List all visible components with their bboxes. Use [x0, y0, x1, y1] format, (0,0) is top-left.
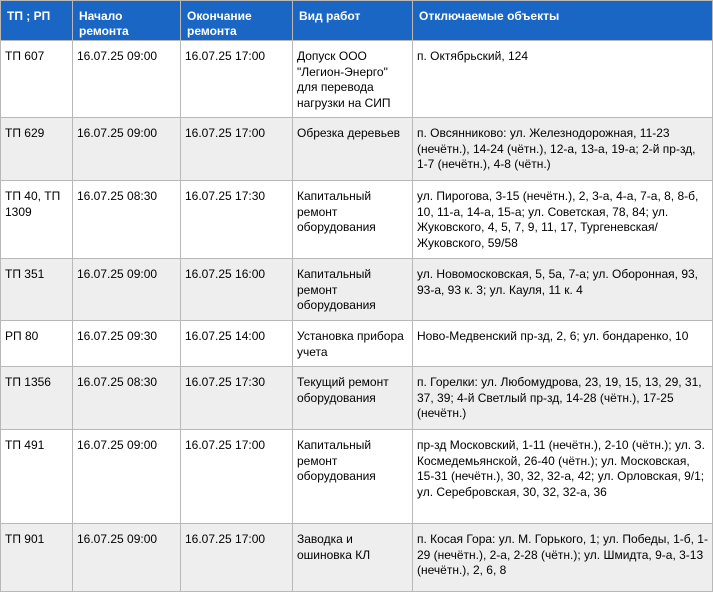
cell-start: 16.07.25 08:30 — [73, 181, 181, 259]
header-row — [1, 1, 713, 41]
cell-end: 16.07.25 17:30 — [181, 181, 293, 259]
cell-start: 16.07.25 09:00 — [73, 41, 181, 118]
cell-objects: Ново-Медвенский пр-зд, 2, 6; ул. бондаренко, 10 — [413, 321, 713, 367]
cell-objects: п. Косая Гора: ул. М. Горького, 1; ул. Победы, 1-б, 1-29 (нечётн.), 2-а, 2-28 (чётн.); ул. Шмидта, 9-а, 3-13 (нечётн.), 2, 6, 8 — [413, 524, 713, 592]
cell-end: 16.07.25 14:00 — [181, 321, 293, 367]
cell-objects: п. Горелки: ул. Любомудрова, 23, 19, 15, 13, 29, 31, 37, 39; 4-й Светлый пр-зд, 14-28 (чётн.), 17-25 (нечётн.) — [413, 367, 713, 430]
cell-work: Текущий ремонт оборудования — [293, 367, 413, 430]
table-row — [1, 524, 713, 592]
cell-end: 16.07.25 16:00 — [181, 259, 293, 321]
cell-end: 16.07.25 17:00 — [181, 524, 293, 592]
table-row — [1, 367, 713, 430]
cell-tp: ТП 1356 — [1, 367, 73, 430]
cell-end: 16.07.25 17:30 — [181, 367, 293, 430]
cell-end: 16.07.25 17:00 — [181, 41, 293, 118]
cell-end: 16.07.25 17:00 — [181, 118, 293, 181]
table-row — [1, 259, 713, 321]
cell-start: 16.07.25 08:30 — [73, 367, 181, 430]
cell-start: 16.07.25 09:00 — [73, 524, 181, 592]
cell-work: Установка прибора учета — [293, 321, 413, 367]
header-start: Начало ремонта — [73, 1, 181, 41]
table-row — [1, 321, 713, 367]
cell-work: Допуск ООО "Легион-Энерго" для перевода нагрузки на СИП — [293, 41, 413, 118]
table-row — [1, 41, 713, 118]
cell-tp: ТП 351 — [1, 259, 73, 321]
cell-work: Заводка и ошиновка КЛ — [293, 524, 413, 592]
cell-work: Капитальный ремонт оборудования — [293, 430, 413, 524]
cell-tp: ТП 629 — [1, 118, 73, 181]
cell-objects: пр-зд Московский, 1-11 (нечётн.), 2-10 (чётн.); ул. З. Космедемьянской, 26-40 (чётн.); ул. Московская, 15-31 (нечётн.), 30, 32, 32-а, 42; ул. Орловская, 9/1; ул. Серебровская, 30, 32, 32-а, 36 — [413, 430, 713, 524]
cell-start: 16.07.25 09:00 — [73, 259, 181, 321]
header-tp: ТП ; РП — [1, 1, 73, 41]
header-objects: Отключаемые объекты — [413, 1, 713, 41]
cell-objects: п. Октябрьский, 124 — [413, 41, 713, 118]
cell-tp: ТП 40, ТП 1309 — [1, 181, 73, 259]
cell-tp: ТП 607 — [1, 41, 73, 118]
cell-objects: п. Овсянниково: ул. Железнодорожная, 11-23 (нечётн.), 14-24 (чётн.), 12-а, 13-а, 19-а; 2-й пр-зд, 1-7 (нечётн.), 4-8 (чётн.) — [413, 118, 713, 181]
cell-work: Капитальный ремонт оборудования — [293, 259, 413, 321]
cell-start: 16.07.25 09:00 — [73, 118, 181, 181]
cell-start: 16.07.25 09:00 — [73, 430, 181, 524]
cell-tp: ТП 901 — [1, 524, 73, 592]
table-row — [1, 181, 713, 259]
cell-work: Обрезка деревьев — [293, 118, 413, 181]
table-row — [1, 118, 713, 181]
cell-tp: ТП 491 — [1, 430, 73, 524]
cell-objects: ул. Пирогова, 3-15 (нечётн.), 2, 3-а, 4-а, 7-а, 8, 8-б, 10, 11-а, 14-а, 15-а; ул. Советская, 78, 84; ул. Жуковского, 4, 5, 7, 9, 11, 17, Тургеневская/ Жуковского, 59/58 — [413, 181, 713, 259]
cell-end: 16.07.25 17:00 — [181, 430, 293, 524]
cell-start: 16.07.25 09:30 — [73, 321, 181, 367]
cell-work: Капитальный ремонт оборудования — [293, 181, 413, 259]
header-work: Вид работ — [293, 1, 413, 41]
cell-tp: РП 80 — [1, 321, 73, 367]
cell-objects: ул. Новомосковская, 5, 5а, 7-а; ул. Оборонная, 93, 93-а, 93 к. 3; ул. Кауля, 11 к. 4 — [413, 259, 713, 321]
table-row — [1, 430, 713, 524]
header-end: Окончание ремонта — [181, 1, 293, 41]
